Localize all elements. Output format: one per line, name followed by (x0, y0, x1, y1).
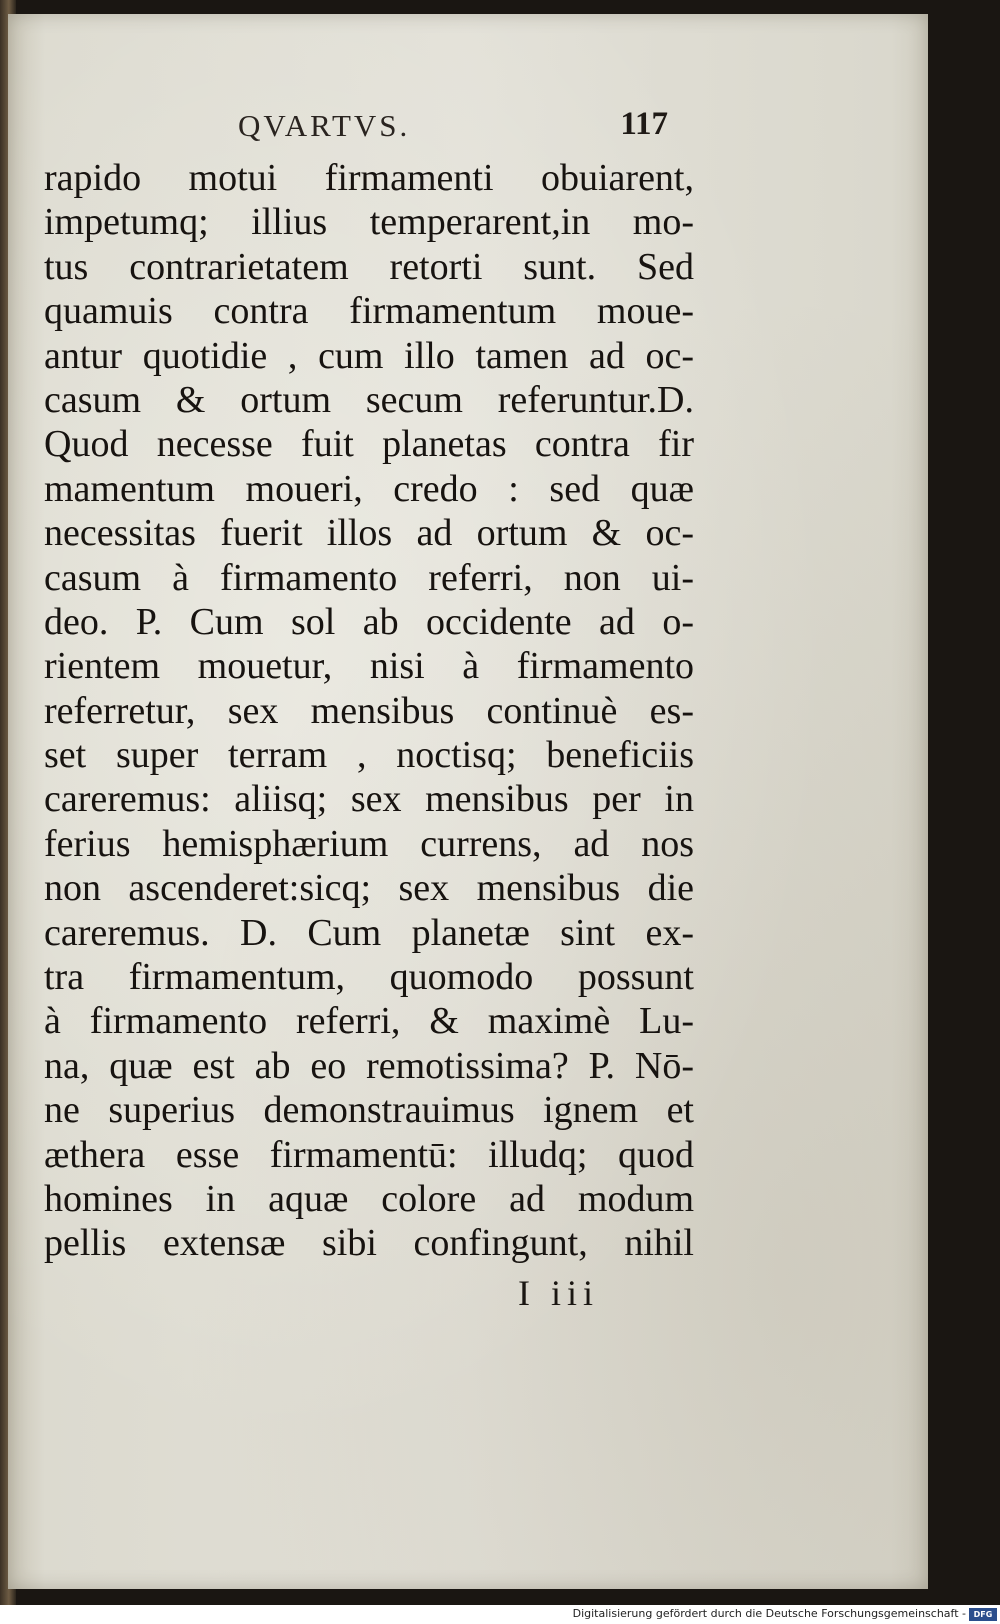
text-line: careremus: aliisq; sex mensibus per in (44, 778, 694, 821)
text-line: æthera esse firmamentū: illudq; quod (44, 1133, 694, 1176)
text-line: tra firmamentum, quomodo possunt (44, 956, 694, 999)
text-line: rapido motui firmamenti obuiarent, (44, 157, 694, 199)
text-line: quamuis contra firmamentum moue- (44, 290, 694, 333)
signature-mark: I iii (518, 1273, 599, 1313)
body-text (44, 156, 694, 1266)
text-line: Quod necesse fuit planetas contra fir (44, 423, 694, 466)
text-line: careremus. D. Cum planetæ sint ex- (44, 911, 694, 954)
text-line: na, quæ est ab eo remotissima? P. Nō- (44, 1044, 694, 1087)
text-line: referretur, sex mensibus continuè es- (44, 689, 694, 732)
text-line: antur quotidie , cum illo tamen ad oc- (44, 334, 694, 377)
book-page (8, 14, 928, 1589)
text-line: tus contrarietatem retorti sunt. Sed (44, 245, 694, 288)
text-line: necessitas fuerit illos ad ortum & oc- (44, 512, 694, 555)
text-line: deo. P. Cum sol ab occidente ad o- (44, 600, 694, 643)
funding-credit: Digitalisierung gefördert durch die Deutsche Forschungsgemeinschaft - (572, 1607, 966, 1620)
text-line: à firmamento referri, & maximè Lu- (44, 1000, 694, 1043)
text-line: non ascenderet:sicq; sex mensibus die (44, 867, 694, 910)
text-line: impetumq; illius temperarent,in mo- (44, 201, 694, 244)
show-through-shadow (738, 534, 898, 734)
dfg-logo: DFG (969, 1608, 997, 1621)
text-line: rientem mouetur, nisi à firmamento (44, 645, 694, 688)
text-line: casum & ortum secum referuntur.D. (44, 378, 694, 421)
running-head: QVARTVS. (238, 108, 411, 143)
text-line: casum à firmamento referri, non ui- (44, 556, 694, 599)
text-line: ne superius demonstrauimus ignem et (44, 1089, 694, 1132)
page-header (238, 106, 668, 150)
text-line: mamentum moueri, credo : sed quæ (44, 467, 694, 510)
text-line: pellis extensæ sibi confingunt, nihil (44, 1222, 694, 1265)
footer-bar (0, 1605, 1000, 1624)
page-number: 117 (620, 106, 668, 142)
text-line: ferius hemisphærium currens, ad nos (44, 822, 694, 865)
text-line: homines in aquæ colore ad modum (44, 1177, 694, 1220)
text-line: set super terram , noctisq; beneficiis (44, 734, 694, 777)
